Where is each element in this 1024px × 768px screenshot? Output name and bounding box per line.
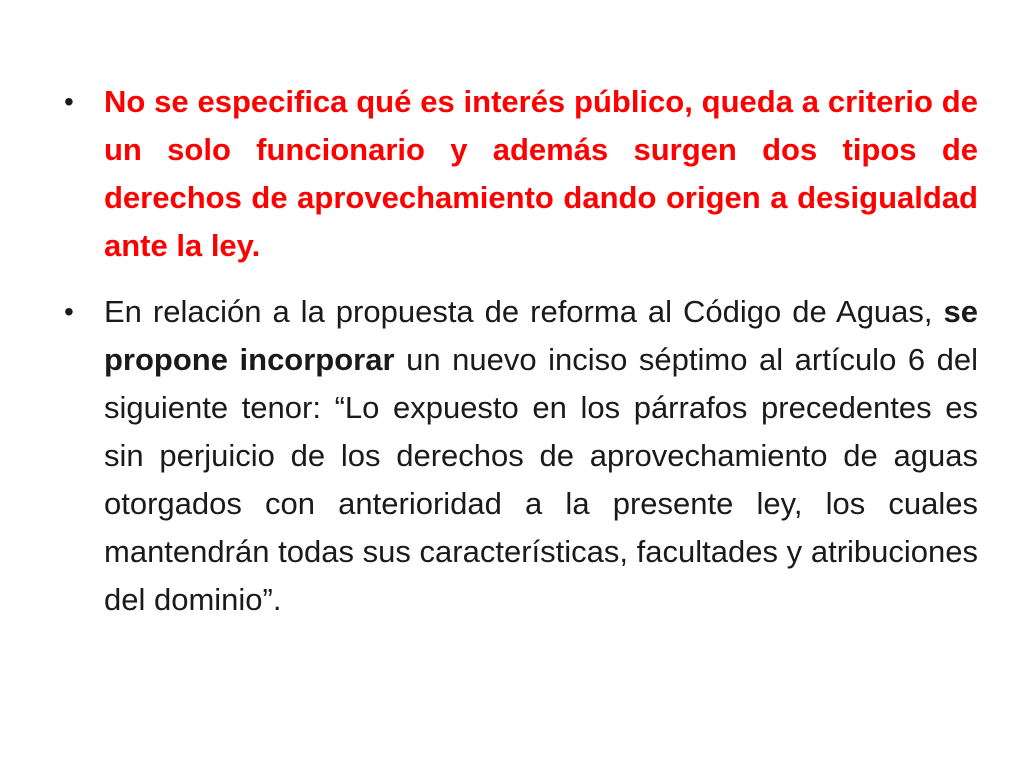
bullet-list: [62, 78, 978, 624]
bullet-dot-icon: •: [64, 86, 74, 117]
bullet-item-reforma-codigo: [62, 288, 978, 624]
bullet-text: No se especifica qué es interés público, queda a criterio de un solo funcionario y además surgen dos tipos de derechos de aprovechamiento dando origen a desigualdad ante la ley.: [104, 84, 978, 263]
bullet-text-emphasis: se propone incorporar: [104, 294, 978, 377]
bullet-item-interes-publico: [62, 78, 978, 270]
bullet-text-intro: En relación a la propuesta de reforma al Código de Aguas,: [104, 294, 944, 329]
bullet-dot-icon: •: [64, 296, 74, 327]
bullet-text-quote: un nuevo inciso séptimo al artículo 6 del siguiente tenor: “Lo expuesto en los párrafos precedentes es sin perjuicio de los derechos de aprovechamiento de aguas otorgados con anterioridad a la presente ley, los cuales mantendrán todas sus características, facultades y atribuciones del dominio”.: [104, 342, 978, 617]
